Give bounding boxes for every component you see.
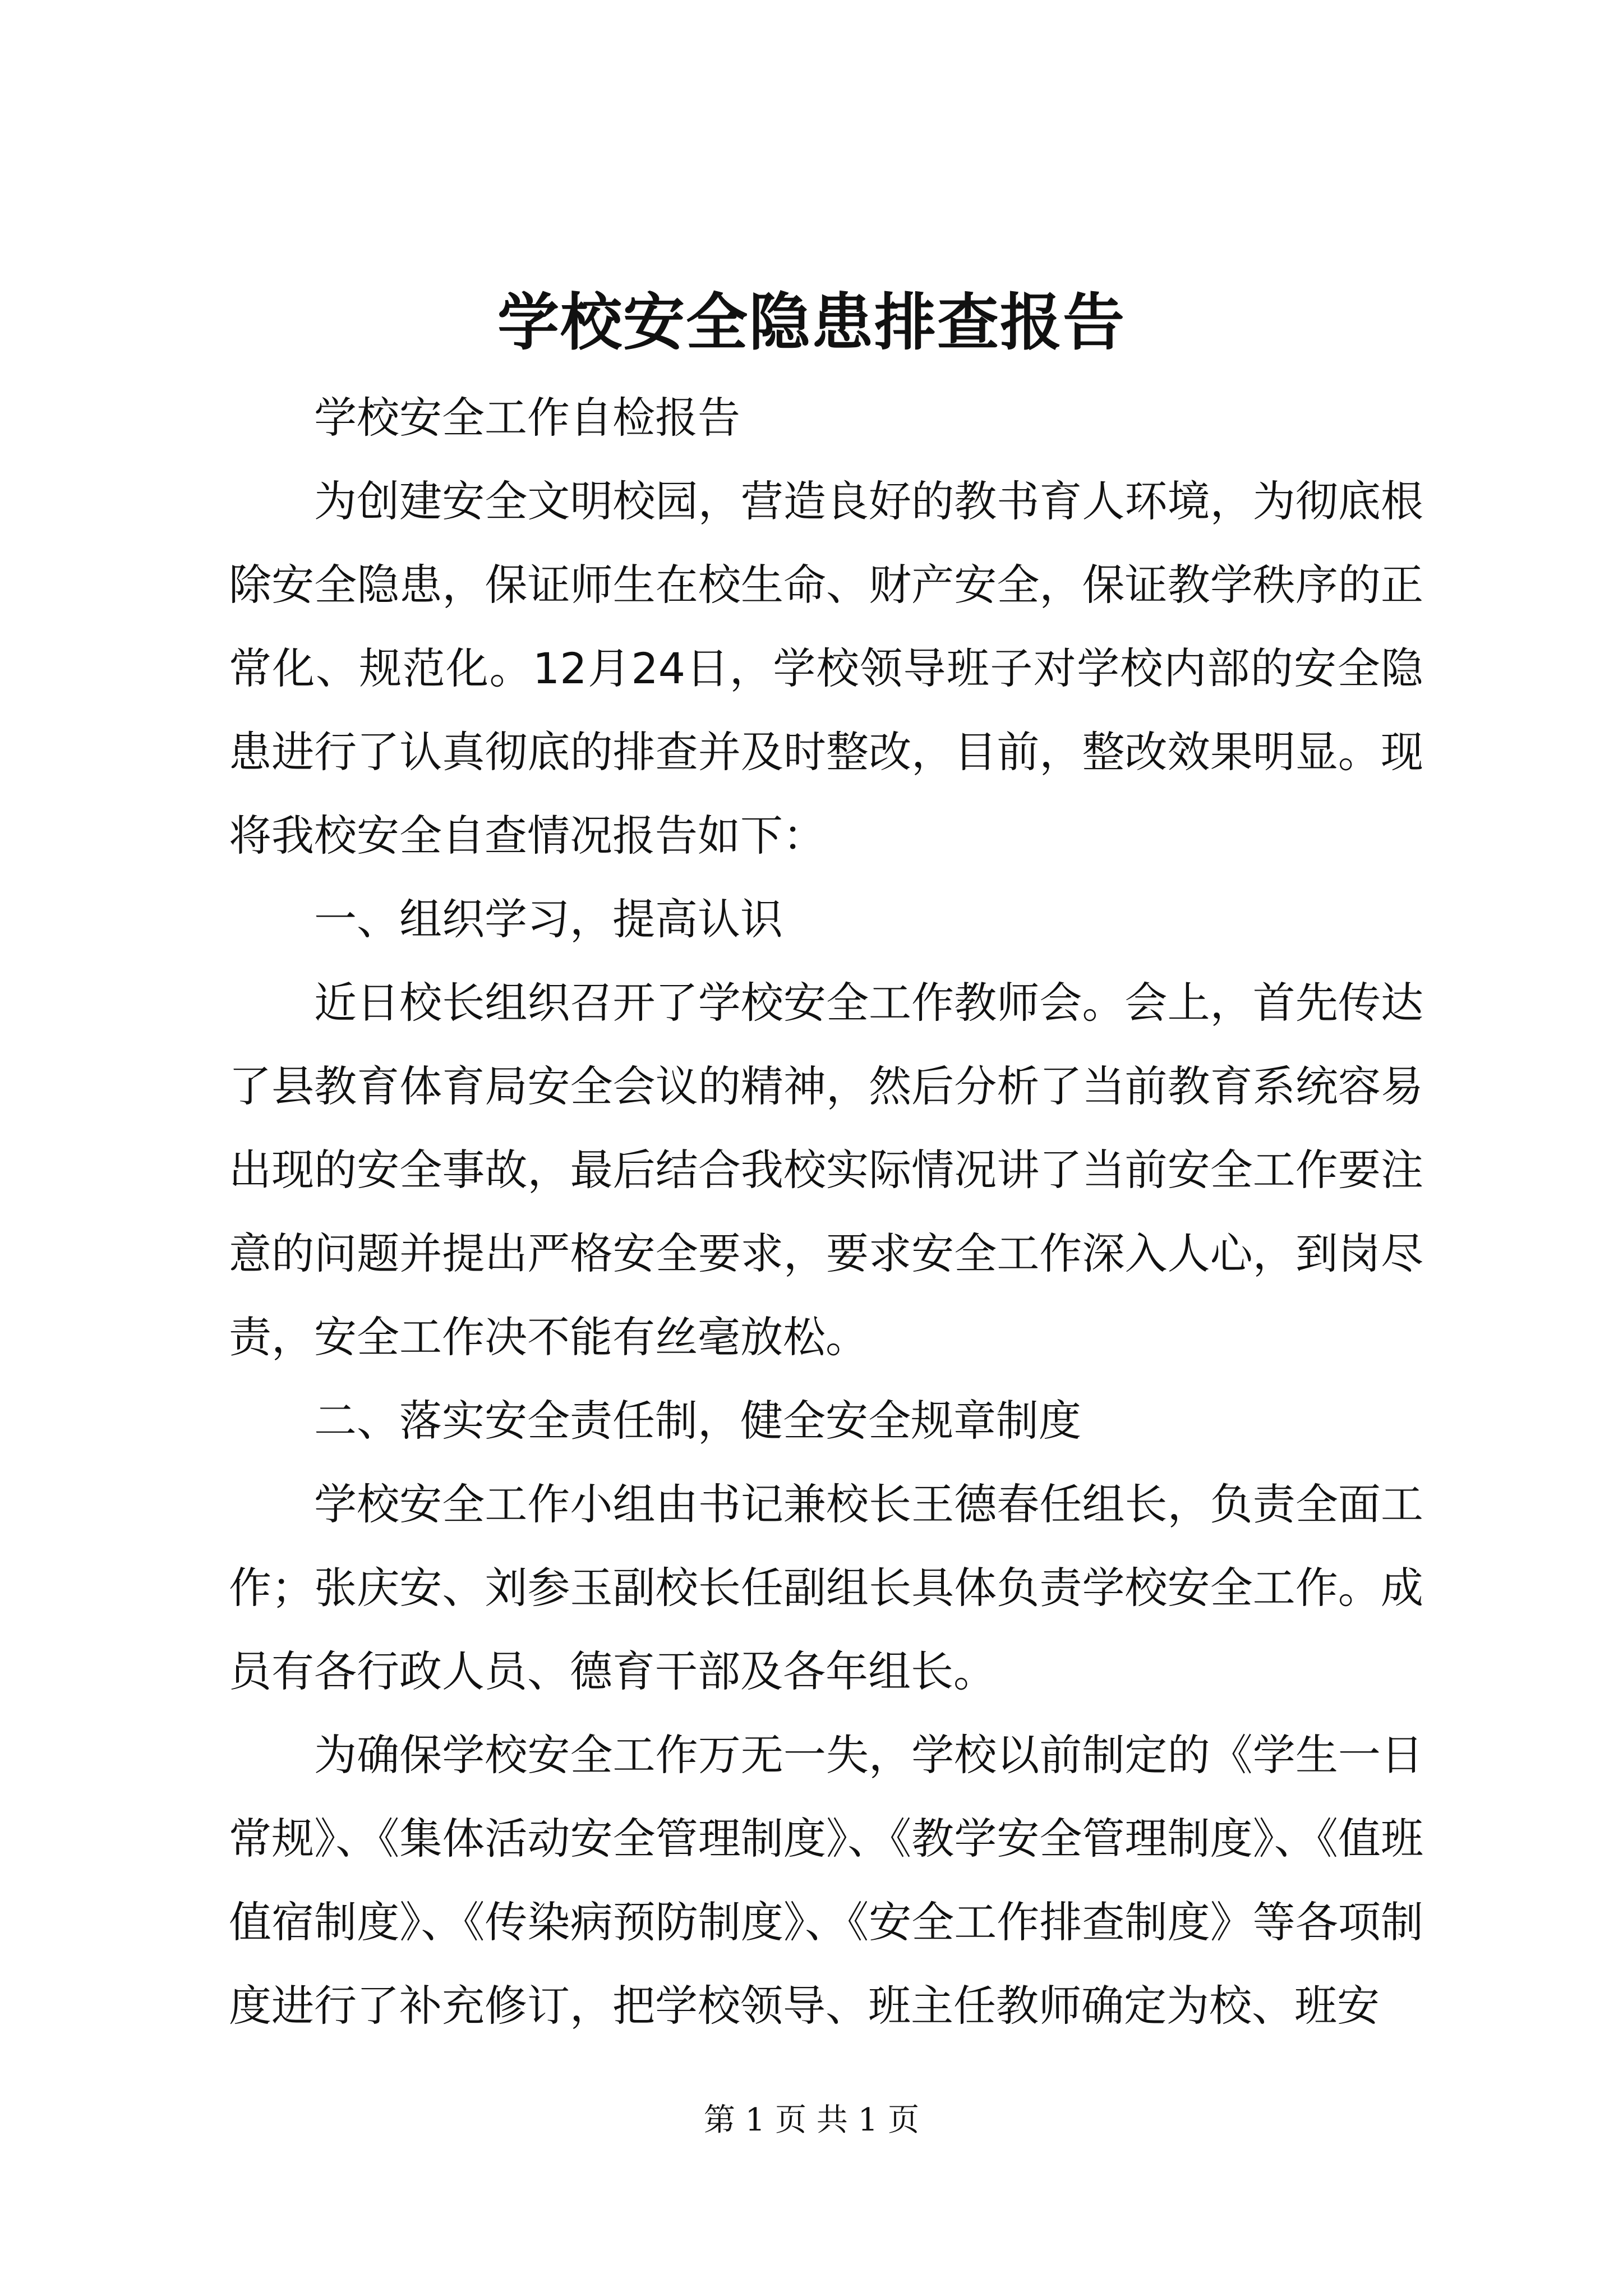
document-body <box>229 376 1423 2047</box>
section-heading-1: 一、组织学习，提高认识 <box>314 894 783 944</box>
page-footer: 第 1 页 共 1 页 <box>703 2102 920 2138</box>
paragraph-section-2a: 学校安全工作小组由书记兼校长王德春任组长，负责全面工作；张庆安、刘参玉副校长任副组长具体负责学校安全工作。成员有各行政人员、德育干部及各年组长。 <box>229 1479 1423 1696</box>
paragraph-subtitle: 学校安全工作自检报告 <box>314 393 740 443</box>
section-heading-2: 二、落实安全责任制，健全安全规章制度 <box>314 1396 1081 1446</box>
paragraph-intro: 为创建安全文明校园，营造良好的教书育人环境，为彻底根除安全隐患，保证师生在校生命、财产安全，保证教学秩序的正常化、规范化。12月24日，学校领导班子对学校内部的安全隐患进行了认真彻底的排查并及时整改，目前，整改效果明显。现将我校安全自查情况报告如下： <box>229 476 1423 861</box>
document-title: 学校安全隐患排查报告 <box>497 286 1126 358</box>
paragraph-section-1: 近日校长组织召开了学校安全工作教师会。会上，首先传达了县教育体育局安全会议的精神，然后分析了当前教育系统容易出现的安全事故，最后结合我校实际情况讲了当前安全工作要注意的问题并提出严格安全要求，要求安全工作深入人心，到岗尽责，安全工作决不能有丝毫放松。 <box>229 978 1423 1362</box>
paragraph-section-2b: 为确保学校安全工作万无一失，学校以前制定的《学生一日常规》、《集体活动安全管理制度》、《教学安全管理制度》、《值班值宿制度》、《传染病预防制度》、《安全工作排查制度》等各项制度进行了补充修订，把学校领导、班主任教师确定为校、班安 <box>229 1730 1423 2031</box>
